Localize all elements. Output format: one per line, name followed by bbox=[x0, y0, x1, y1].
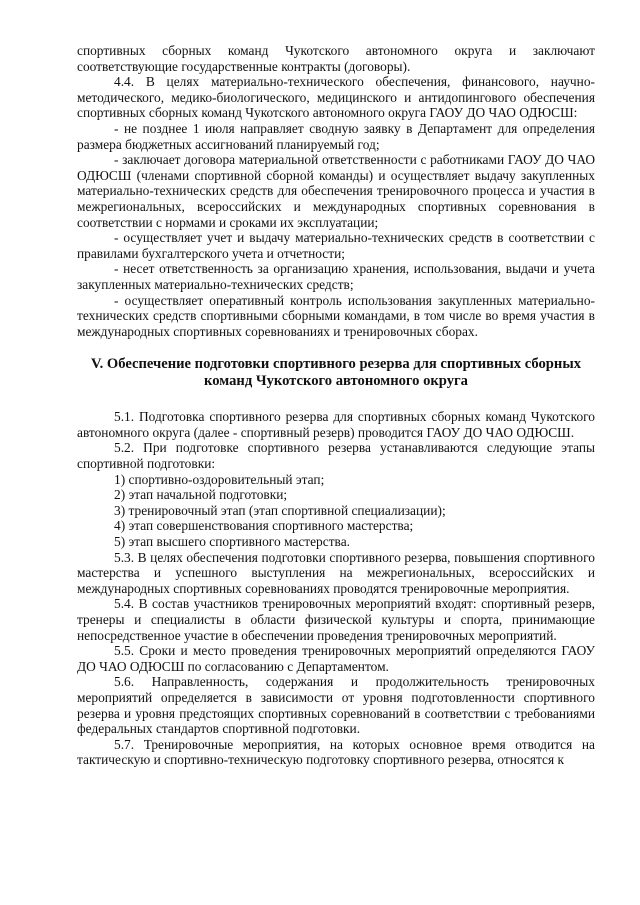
paragraph-5-4: 5.4. В состав участников тренировочных мероприятий входят: спортивный резерв, тренеры и специалисты в области физической культуры и спорта, принимающие непосредственное участие в обеспечении проведения тренировочных мероприятий. bbox=[77, 596, 595, 643]
section-heading bbox=[77, 356, 595, 390]
paragraph-continuation: спортивных сборных команд Чукотского автономного округа и заключают соответствующие государственные контракты (договоры). bbox=[77, 43, 595, 74]
list-item: - осуществляет оперативный контроль использования закупленных материально-технических средств спортивными сборными командами, в том числе во время участия в международных спортивных соревнованиях и тренировочных сборах. bbox=[77, 292, 595, 339]
list-item: 3) тренировочный этап (этап спортивной специализации); bbox=[114, 502, 446, 518]
list-item: - заключает договора материальной ответственности с работниками ГАОУ ДО ЧАО ОДЮСШ (членами спортивной сборной команды) и осуществляет выдачу закупленных материально-технических средств для обеспечения тренировочного процесса и участия в межрегиональных, всероссийских и международных спортивных соревнования в соответствии с нормами и сроками их эксплуатации; bbox=[77, 152, 595, 230]
list-item: 4) этап совершенствования спортивного мастерства; bbox=[114, 518, 414, 534]
list-item: 2) этап начальной подготовки; bbox=[114, 487, 288, 503]
list-item: 5) этап высшего спортивного мастерства. bbox=[114, 534, 350, 550]
list-item: - осуществляет учет и выдачу материально-технических средств в соответствии с правилами бухгалтерского учета и отчетности; bbox=[77, 230, 595, 261]
list-item: - не позднее 1 июля направляет сводную заявку в Департамент для определения размера бюджетных ассигнований планируемый год; bbox=[77, 120, 595, 152]
paragraph-5-1: 5.1. Подготовка спортивного резерва для спортивных сборных команд Чукотского автономного округа (далее - спортивный резерв) проводится ГАОУ ДО ЧАО ОДЮСШ. bbox=[77, 409, 595, 440]
document-page bbox=[77, 43, 595, 768]
paragraph-5-3: 5.3. В целях обеспечения подготовки спортивного резерва, повышения спортивного мастерства и успешного выступления на межрегиональных, всероссийских и международных спортивных соревнованиях проводятся тренировочные мероприятия. bbox=[77, 549, 595, 596]
section-heading-line: V. Обеспечение подготовки спортивного резерва для спортивных сборных bbox=[90, 356, 582, 373]
paragraph-5-5: 5.5. Сроки и место проведения тренировочных мероприятий определяются ГАОУ ДО ЧАО ОДЮСШ по согласованию с Департаментом. bbox=[77, 643, 595, 674]
paragraph-5-6: 5.6. Направленность, содержания и продолжительность тренировочных мероприятий определяется в зависимости от уровня подготовленности спортивного резерва и уровня предстоящих спортивных соревнований в соответствии с требованиями федеральных стандартов спортивной подготовки. bbox=[77, 674, 595, 737]
list-item: 1) спортивно-оздоровительный этап; bbox=[114, 471, 325, 487]
list-item: - несет ответственность за организацию хранения, использования, выдачи и учета закупленных материально-технических средств; bbox=[77, 261, 595, 292]
section-heading-line: команд Чукотского автономного округа bbox=[204, 373, 468, 390]
paragraph-5-7: 5.7. Тренировочные мероприятия, на которых основное время отводится на тактическую и спортивно-техническую подготовку спортивного резерва, относятся к bbox=[77, 736, 595, 768]
paragraph-4-4: 4.4. В целях материально-технического обеспечения, финансового, научно-методического, медико-биологического, медицинского и антидопингового обеспечения спортивных сборных команд Чукотского автономного округа ГАОУ ДО ЧАО ОДЮСШ: bbox=[77, 74, 595, 121]
paragraph-5-2: 5.2. При подготовке спортивного резерва устанавливаются следующие этапы спортивной подготовки: bbox=[77, 440, 595, 472]
